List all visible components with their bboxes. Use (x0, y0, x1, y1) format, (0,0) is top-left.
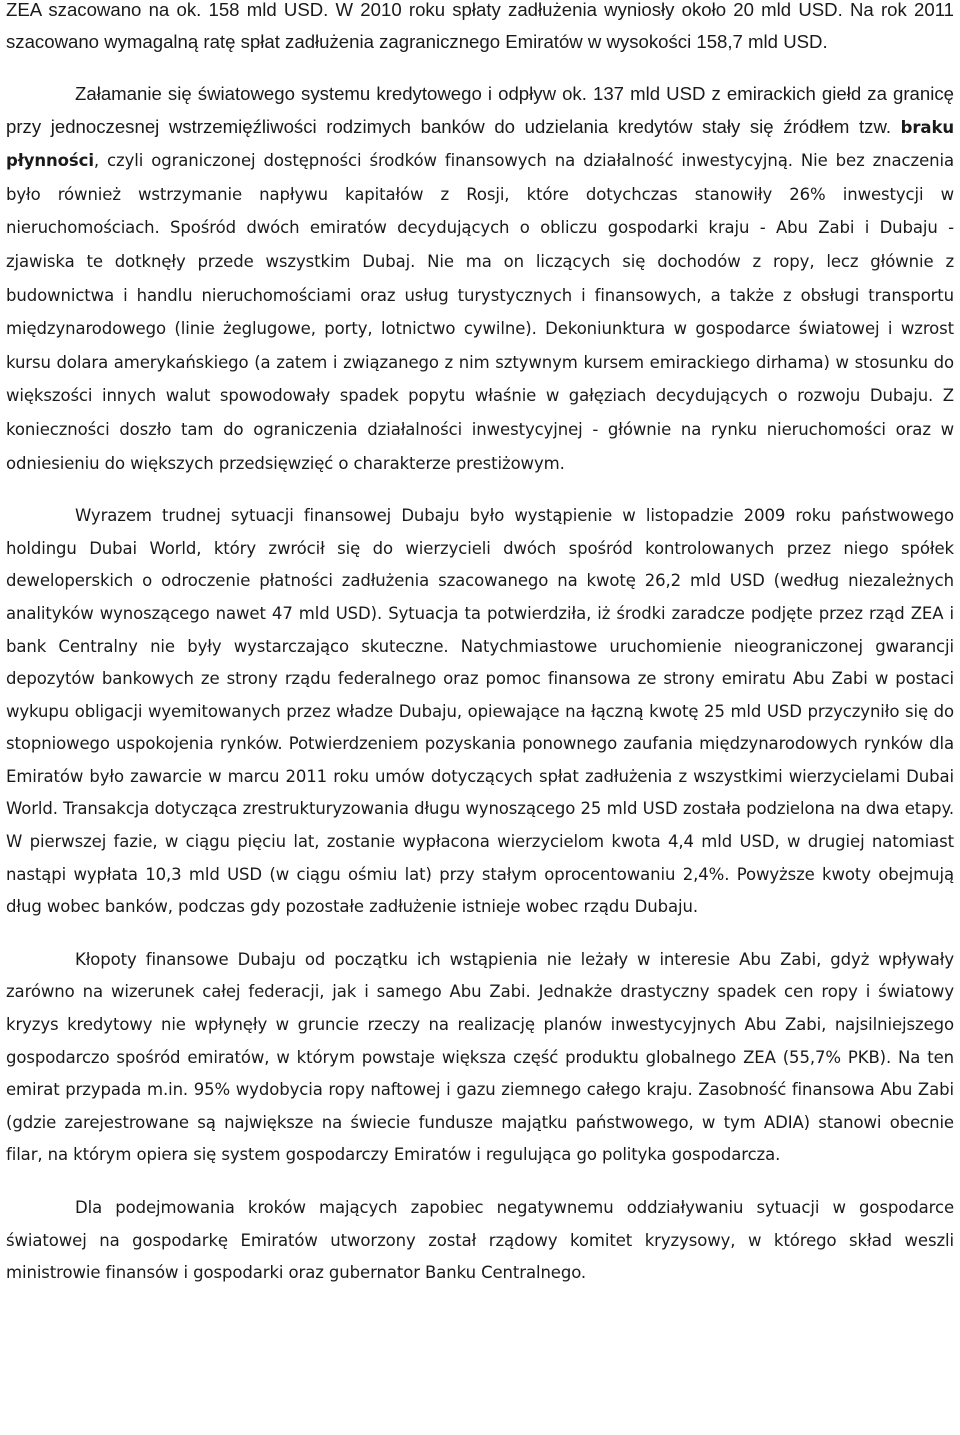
liquidity-term: braku płynności (6, 117, 954, 171)
paragraph-credit-crisis-text: Załamanie się światowego systemu kredytowego i odpływ ok. 137 mld USD z emirackich giełd za granicę przy jednoczesnej wstrzemięźliwości rodzimych banków do udzielania kredytów stały się źródłem tzw. (6, 83, 954, 137)
document-page (6, 0, 954, 1290)
paragraph-credit-crisis (6, 78, 954, 480)
paragraph-abu-dhabi: Kłopoty finansowe Dubaju od początku ich wstąpienia nie leżały w interesie Abu Zabi, gdyż wpływały zarówno na wizerunek całej federacji, jak i samego Abu Zabi. Jednakże drastyczny spadek cen ropy i światowy kryzys kredytowy nie wpłynęły w gruncie rzeczy na realizację planów inwestycyjnych Abu Zabi, najsilniejszego gospodarczo spośród emiratów, w którym powstaje większa część produktu globalnego ZEA (55,7% PKB). Na ten emirat przypada m.in. 95% wydobycia ropy naftowej i gazu ziemnego całego kraju. Zasobność finansowa Abu Zabi (gdzie zarejestrowane są największe na świecie fundusze majątku państwowego, w tym ADIA) stanowi obecnie filar, na którym opiera się system gospodarczy Emiratów i regulująca go polityka gospodarcza. (6, 949, 954, 1165)
paragraph-crisis-committee: Dla podejmowania kroków mających zapobiec negatywnemu oddziaływaniu sytuacji w gospodarce światowej na gospodarkę Emiratów utworzony został rządowy komitet kryzysowy, w którego skład weszli ministrowie finansów i gospodarki oraz gubernator Banku Centralnego. (6, 1198, 954, 1283)
paragraph-dubai-world: Wyrazem trudnej sytuacji finansowej Dubaju było wystąpienie w listopadzie 2009 roku państwowego holdingu Dubai World, który zwrócił się do wierzycieli dwóch spośród kontrolowanych przez niego spółek deweloperskich o odroczenie płatności zadłużenia szacowanego na kwotę 26,2 mld USD (według niezależnych analityków wynoszącego nawet 47 mld USD). Sytuacja ta potwierdziła, iż środki zaradcze podjęte przez rząd ZEA i bank Centralny nie były wystarczająco skuteczne. Natychmiastowe uruchomienie nieograniczonej gwarancji depozytów bankowych ze strony rządu federalnego oraz pomoc finansowa ze strony emiratu Abu Zabi w postaci wykupu obligacji wyemitowanych przez władze Dubaju, opiewające na łączną kwotę 25 mld USD przyczyniło się do stopniowego uspokojenia rynków. Potwierdzeniem pozyskania ponownego zaufania międzynarodowych rynków dla Emiratów było zawarcie w marcu 2011 roku umów dotyczących spłat zadłużenia z wszystkimi wierzycielami Dubai World. Transakcja dotycząca zrestrukturyzowania długu wynoszącego 25 mld USD została podzielona na dwa etapy. W pierwszej fazie, w ciągu pięciu lat, zostanie wypłacona wierzycielom kwota 4,4 mld USD, w drugiej natomiast nastąpi wypłata 10,3 mld USD (w ciągu ośmiu lat) przy stałym oprocentowaniu 2,4%. Powyższe kwoty obejmują dług wobec banków, podczas gdy pozostałe zadłużenie istnieje wobec rządu Dubaju. (6, 506, 954, 917)
paragraph-credit-crisis-rest: , czyli ograniczonej dostępności środków finansowych na działalność inwestycyjną. Nie bez znaczenia było również wstrzymanie napływu kapitałów z Rosji, które dotychczas stanowiły 26% inwestycji w nieruchomościach. Spośród dwóch emiratów decydujących o obliczu gospodarki kraju - Abu Zabi i Dubaju - zjawiska te dotknęły przede wszystkim Dubaj. Nie ma on liczących się dochodów z ropy, lecz głównie z budownictwa i handlu nieruchomościami oraz usług turystycznych i finansowych, a także z obsługi transportu międzynarodowego (linie żeglugowe, porty, lotnictwo cywilne). Dekoniunktura w gospodarce światowej i wzrost kursu dolara amerykańskiego (a zatem i związanego z nim sztywnym kursem emirackiego dirhama) w stosunku do większości innych walut spowodowały spadek popytu właśnie w gałęziach decydujących o rozwoju Dubaju. Z konieczności doszło tam do ograniczenia działalności inwestycyjnej - głównie na rynku nieruchomości oraz w odniesieniu do większych przedsięwzięć o charakterze prestiżowym. (6, 151, 954, 473)
paragraph-debt-intro: ZEA szacowano na ok. 158 mld USD. W 2010 roku spłaty zadłużenia wyniosły około 20 mld USD. Na rok 2011 szacowano wymagalną ratę spłat zadłużenia zagranicznego Emiratów w wysokości 158,7 mld USD. (6, 0, 954, 53)
